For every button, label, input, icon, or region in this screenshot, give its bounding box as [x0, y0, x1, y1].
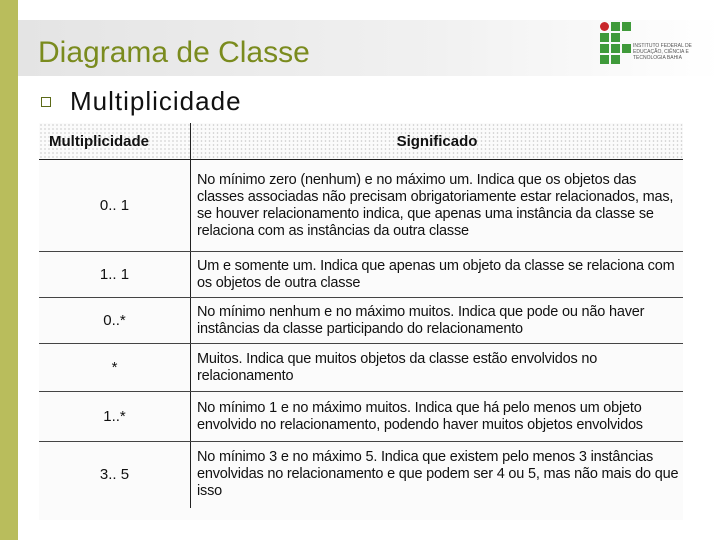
left-stripe — [0, 0, 18, 540]
meaning-cell: No mínimo nenhum e no máximo muitos. Indica que pode ou não haver instâncias da classe participando do relacionamento — [191, 298, 684, 344]
meaning-cell: Muitos. Indica que muitos objetos da classe estão envolvidos no relacionamento — [191, 344, 684, 392]
table-row — [39, 160, 683, 252]
slide-title: Diagrama de Classe — [38, 36, 310, 69]
meaning-cell: No mínimo zero (nenhum) e no máximo um. Indica que os objetos das classes associadas não precisam obrigatoriamente estar relacionados, mas, se houver relacionamento indica, que apenas uma instância da classe se relaciona com as instâncias da outra classe — [191, 160, 684, 252]
multiplicity-table — [39, 123, 683, 508]
table-row — [39, 442, 683, 508]
slide-subtitle: Multiplicidade — [70, 86, 242, 116]
multiplicity-cell: 0..* — [39, 298, 191, 344]
square-bullet-icon — [41, 97, 51, 107]
multiplicity-table-scan — [39, 123, 683, 520]
header-meaning: Significado — [191, 123, 684, 160]
table-row — [39, 344, 683, 392]
multiplicity-cell: * — [39, 344, 191, 392]
meaning-cell: Um e somente um. Indica que apenas um objeto da classe se relaciona com os objetos de outra classe — [191, 252, 684, 298]
meaning-cell: No mínimo 3 e no máximo 5. Indica que existem pelo menos 3 instâncias envolvidas no relacionamento e que podem ser 4 ou 5, mas não mais do que isso — [197, 449, 679, 500]
header-multiplicity: Multiplicidade — [39, 123, 191, 160]
logo-text: INSTITUTO FEDERAL DE EDUCAÇÃO, CIÊNCIA E TECNOLOGIA BAHIA — [633, 43, 692, 61]
multiplicity-cell: 0.. 1 — [39, 160, 191, 252]
meaning-cell: No mínimo 1 e no máximo muitos. Indica que há pelo menos um objeto envolvido no relacionamento, podendo haver muitos objetos envolvidos — [191, 392, 684, 442]
table-row — [39, 252, 683, 298]
table-row — [39, 392, 683, 442]
multiplicity-cell: 3.. 5 — [39, 442, 191, 508]
institution-logo — [600, 22, 710, 72]
table-row — [39, 298, 683, 344]
multiplicity-cell: 1.. 1 — [39, 252, 191, 298]
multiplicity-cell: 1..* — [39, 392, 191, 442]
